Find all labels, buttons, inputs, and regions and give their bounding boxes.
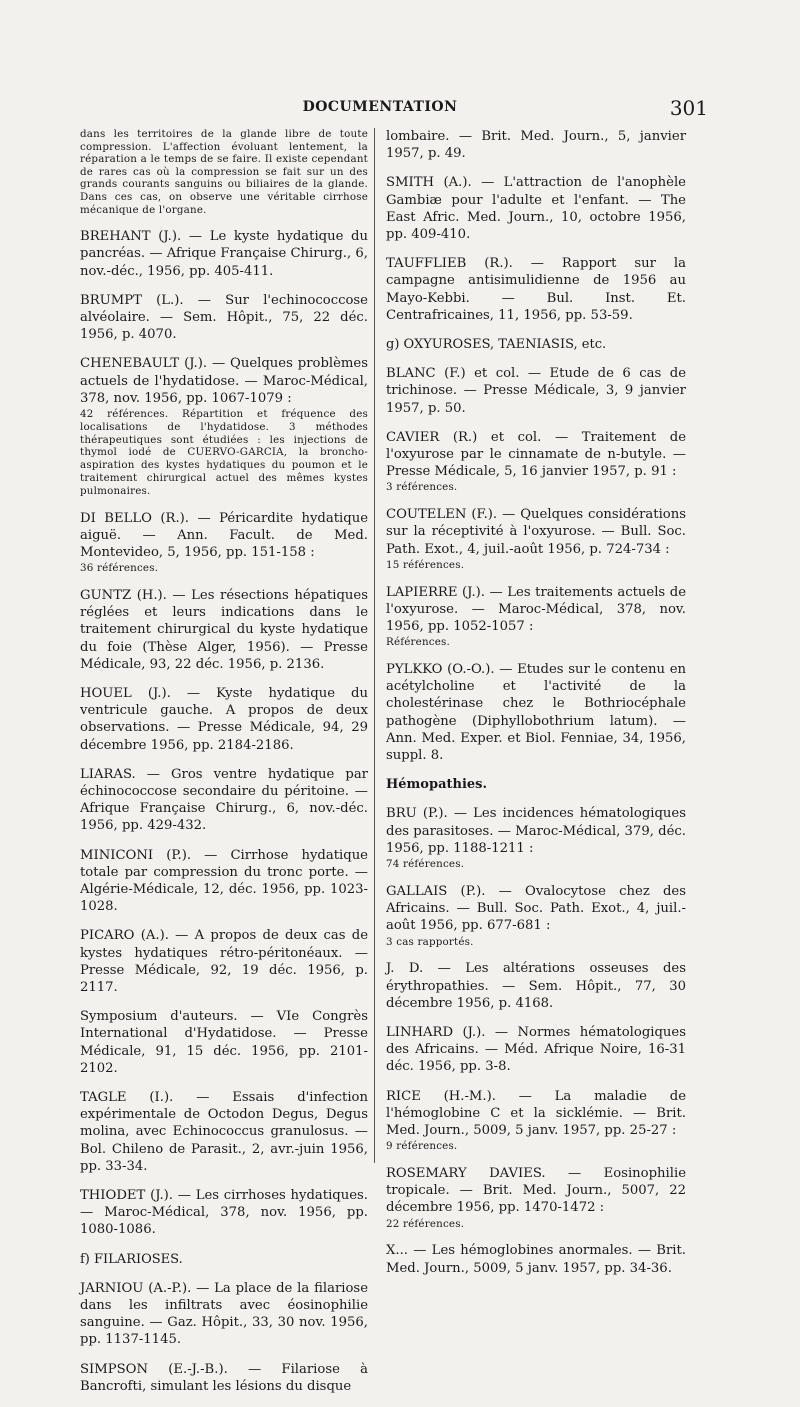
bibliography-entry <box>386 1088 686 1153</box>
entry-note: Références. <box>386 636 451 649</box>
section-hemopathies: Hémopathies. <box>386 777 488 793</box>
bibliography-entry <box>386 584 686 649</box>
entry-text: THIODET (J.). — Les cirrhoses hydatiques. — Maroc-Médical, 378, nov. 1956, pp. 1080-1086. <box>80 1188 368 1238</box>
entry-text: COUTELEN (F.). — Quelques considérations sur la réceptivité à l'oxyurose. — Bull. Soc. Path. Exot., 4, juil.-août 1956, p. 724-734 : <box>386 507 686 557</box>
left-entries <box>80 228 368 1239</box>
bibliography-entry <box>80 1008 368 1077</box>
bibliography-entry <box>386 1242 686 1276</box>
section-filarioses: f) FILARIOSES. <box>80 1251 183 1267</box>
left-entries-filarioses <box>80 1280 368 1395</box>
bibliography-entry <box>80 1361 368 1395</box>
entry-text: TAGLE (I.). — Essais d'infection expérimentale de Octodon Degus, Degus molina, avec Echinococcus granulosus. — Bol. Chileno de Parasit., 2, avr.-juin 1956, pp. 33-34. <box>80 1090 368 1174</box>
entry-text: TAUFFLIEB (R.). — Rapport sur la campagne antisimulidienne de 1956 au Mayo-Kebbi. — Bul. Inst. Et. Centrafricaines, 11, 1956, pp. 53-59. <box>386 256 686 323</box>
entry-text: DI BELLO (R.). — Péricardite hydatique aiguë. — Ann. Facult. de Med. Montevideo, 5, 1956, pp. 151-158 : <box>80 510 368 560</box>
entry-text: BRUMPT (L.). — Sur l'echinococcose alvéolaire. — Sem. Hôpit., 75, 22 déc. 1956, p. 4070. <box>80 292 368 343</box>
entry-text: PYLKKO (O.-O.). — Etudes sur le contenu en acétylcholine et l'activité de la cholestérinase chez le Bothriocéphale pathogène (Diphyllobothrium latum). — Ann. Med. Exper. et Biol. Fenniae, 34, 1956, suppl. 8. <box>386 662 686 764</box>
entry-text: LINHARD (J.). — Normes hématologiques des Africains. — Méd. Afrique Noire, 16-31 déc. 1956, pp. 3-8. <box>386 1024 686 1075</box>
bibliography-entry <box>80 766 368 835</box>
entry-text: JARNIOU (A.-P.). — La place de la filariose dans les infiltrats avec éosinophilie sanguine. — Gaz. Hôpit., 33, 30 nov. 1956, pp. 1137-1145. <box>80 1280 368 1348</box>
entry-note: 22 références. <box>386 1217 465 1230</box>
bibliography-entry <box>386 255 686 324</box>
bibliography-entry <box>80 292 368 344</box>
entry-text: SIMPSON (E.-J.-B.). — Filariose à Bancrofti, simulant les lésions du disque <box>80 1361 368 1394</box>
entry-note: 3 références. <box>386 481 458 494</box>
entry-text: LIARAS. — Gros ventre hydatique par échinococcose secondaire du péritoine. — Afrique Française Chirurg., 6, nov.-déc. 1956, pp. 429-432. <box>80 766 368 834</box>
right-entries <box>386 128 686 324</box>
entry-text: BRU (P.). — Les incidences hématologiques des parasitoses. — Maroc-Médical, 379, déc. 1956, pp. 1188-1211 : <box>386 806 686 856</box>
left-column <box>80 128 368 1407</box>
entry-text: MINICONI (P.). — Cirrhose hydatique totale par compression du tronc porte. — Algérie-Médicale, 12, déc. 1956, pp. 1023-1028. <box>80 847 368 915</box>
page-title: DOCUMENTATION <box>302 99 458 115</box>
entry-text: CAVIER (R.) et col. — Traitement de l'oxyurose par le cinnamate de n-butyle. — Presse Médicale, 5, 16 janvier 1957, p. 91 : <box>386 429 686 480</box>
bibliography-entry <box>386 1165 686 1230</box>
bibliography-entry <box>386 805 686 870</box>
bibliography-entry <box>80 1280 368 1349</box>
entry-text: lombaire. — Brit. Med. Journ., 5, janvier 1957, p. 49. <box>386 129 686 162</box>
entry-text: GUNTZ (H.). — Les résections hépatiques réglées et leurs indications dans le traitement chirurgical du kyste hydatique du foie (Thèse Alger, 1956). — Presse Médicale, 93, 22 déc. 1956, p. 2136. <box>80 587 368 672</box>
bibliography-entry <box>386 883 686 948</box>
entry-text: X... — Les hémoglobines anormales. — Brit. Med. Journ., 5009, 5 janv. 1957, pp. 34-36. <box>386 1243 686 1276</box>
entry-note: 15 références. <box>386 558 465 571</box>
entry-note: 42 références. Répartition et fréquence des localisations de l'hydatidose. 3 méthodes thérapeutiques sont étudiées : les injections de thymol iodé de CUERVO-GARCIA, la broncho-aspiration des kystes hydatiques du poumon et le traitement chirurgical actuel des mêmes kystes pulmonaires. <box>80 407 368 497</box>
entry-text: GALLAIS (P.). — Ovalocytose chez des Africains. — Bull. Soc. Path. Exot., 4, juil.-août 1956, pp. 677-681 : <box>386 883 686 934</box>
right-entries-hemopathies <box>386 805 686 1276</box>
entry-text: BLANC (F.) et col. — Etude de 6 cas de trichinose. — Presse Médicale, 3, 9 janvier 1957, p. 50. <box>386 366 686 416</box>
entry-note: 9 références. <box>386 1140 458 1153</box>
bibliography-entry <box>80 228 368 280</box>
section-oxyuroses: g) OXYUROSES, TAENIASIS, etc. <box>386 337 607 353</box>
right-entries-oxyuroses <box>386 365 686 764</box>
bibliography-entry <box>386 506 686 571</box>
bibliography-entry <box>386 429 686 494</box>
entry-note: 36 références. <box>80 562 159 575</box>
entry-text: CHENEBAULT (J.). — Quelques problèmes actuels de l'hydatidose. — Maroc-Médical, 378, nov. 1956, pp. 1067-1079 : <box>80 356 368 406</box>
bibliography-entry <box>386 365 686 417</box>
entry-note: 3 cas rapportés. <box>386 935 474 948</box>
bibliography-entry <box>80 1187 368 1239</box>
bibliography-entry <box>80 355 368 497</box>
entry-text: J. D. — Les altérations osseuses des érythropathies. — Sem. Hôpit., 77, 30 décembre 1956, p. 4168. <box>386 961 686 1011</box>
bibliography-entry <box>80 847 368 916</box>
bibliography-entry <box>80 927 368 996</box>
bibliography-entry <box>80 1089 368 1175</box>
bibliography-entry <box>386 1024 686 1076</box>
page-number: 301 <box>669 96 708 120</box>
entry-text: PICARO (A.). — A propos de deux cas de kystes hydatiques rétro-péritonéaux. — Presse Médicale, 92, 19 déc. 1956, p. 2117. <box>80 928 368 996</box>
intro-note: dans les territoires de la glande libre de toute compression. L'affection évoluant lentement, la réparation a le temps de se faire. Il existe cependant de rares cas où la compression se fait sur un des grands courants sanguins ou biliaires de la glande. Dans ces cas, on observe une véritable cirrhose mécanique de l'organe. <box>80 128 368 216</box>
bibliography-entry <box>80 587 368 673</box>
bibliography-entry <box>386 174 686 243</box>
bibliography-entry <box>80 685 368 754</box>
entry-text: RICE (H.-M.). — La maladie de l'hémoglobine C et la sicklémie. — Brit. Med. Journ., 5009, 5 janv. 1957, pp. 25-27 : <box>386 1088 686 1138</box>
bibliography-entry <box>386 960 686 1012</box>
entry-text: LAPIERRE (J.). — Les traitements actuels de l'oxyurose. — Maroc-Médical, 378, nov. 1956, pp. 1052-1057 : <box>386 584 686 635</box>
entry-text: HOUEL (J.). — Kyste hydatique du ventricule gauche. A propos de deux observations. — Presse Médicale, 94, 29 décembre 1956, pp. 2184-2186. <box>80 685 368 753</box>
bibliography-entry <box>386 128 686 162</box>
column-divider <box>374 128 375 1163</box>
page-header <box>60 96 708 120</box>
bibliography-entry <box>386 661 686 764</box>
entry-note: 74 références. <box>386 858 465 871</box>
entry-text: BREHANT (J.). — Le kyste hydatique du pancréas. — Afrique Française Chirurg., 6, nov.-déc., 1956, pp. 405-411. <box>80 229 368 279</box>
entry-text: Symposium d'auteurs. — VIe Congrès International d'Hydatidose. — Presse Médicale, 91, 15 déc. 1956, pp. 2101-2102. <box>80 1009 368 1076</box>
bibliography-entry <box>80 510 368 575</box>
right-column <box>386 128 686 1289</box>
entry-text: SMITH (A.). — L'attraction de l'anophèle Gambiæ pour l'adulte et l'enfant. — The East Afric. Med. Journ., 10, octobre 1956, pp. 409-410. <box>386 175 686 243</box>
entry-text: ROSEMARY DAVIES. — Eosinophilie tropicale. — Brit. Med. Journ., 5007, 22 décembre 1956, pp. 1470-1472 : <box>386 1165 686 1216</box>
